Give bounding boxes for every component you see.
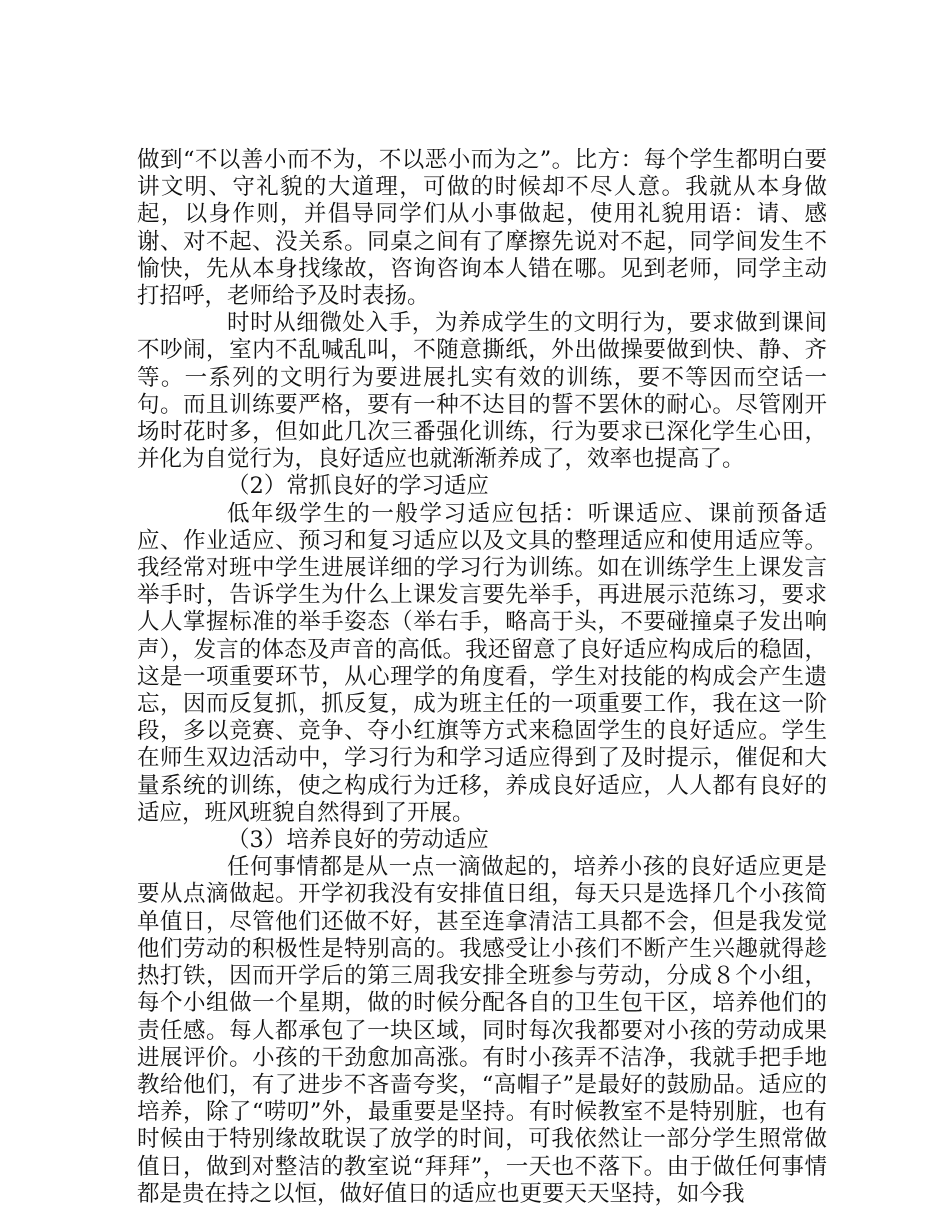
document-body — [137, 147, 827, 1208]
section-heading-2: （2）常抓良好的学习适应 — [227, 473, 489, 500]
paragraph-4: 任何事情都是从一点一滴做起的，培养小孩的良好适应更是要从点滴做起。开学初我没有安排值日组，每天只是选择几个小孩简单值日，尽管他们还做不好，甚至连拿清洁工具都不会，但是我发觉他们劳动的积极性是特别高的。我感受让小孩们不断产生兴趣就得趁热打铁，因而开学后的第三周我安排全班参与劳动，分成８个小组，每个小组做一个星期，做的时候分配各自的卫生包干区，培养他们的责任感。每人都承包了一块区域，同时每次我都要对小孩的劳动成果进展评价。小孩的干劲愈加高涨。有时小孩弄不洁净，我就手把手地教给他们，有了进步不吝啬夸奖，“高帽子”是最好的鼓励品。适应的培养，除了“唠叨”外，最重要是坚持。有时候教室不是特别脏，也有时候由于特别缘故耽误了放学的时间，可我依然让一部分学生照常做值日，做到对整洁的教室说“拜拜”，一天也不落下。由于做任何事情都是贵在持之以恒，做好值日的适应也更要天天坚持，如今我 — [137, 854, 827, 1207]
paragraph-3: 低年级学生的一般学习适应包括：听课适应、课前预备适应、作业适应、预习和复习适应以及文具的整理适应和使用适应等。我经常对班中学生进展详细的学习行为训练。如在训练学生上课发言举手时，告诉学生为什么上课发言要先举手，再进展示范练习，要求人人掌握标准的举手姿态（举右手，略高于头，不要碰撞桌子发出响声），发言的体态及声音的高低。我还留意了良好适应构成后的稳固，这是一项重要环节，从心理学的角度看，学生对技能的构成会产生遗忘，因而反复抓，抓反复，成为班主任的一项重要工作，我在这一阶段，多以竞赛、竞争、夺小红旗等方式来稳固学生的良好适应。学生在师生双边活动中，学习行为和学习适应得到了及时提示，催促和大量系统的训练，使之构成行为迁移，养成良好适应，人人都有良好的适应，班风班貌自然得到了开展。 — [137, 500, 827, 826]
section-heading-3: （3）培养良好的劳动适应 — [227, 827, 489, 854]
paragraph-2: 时时从细微处入手，为养成学生的文明行为，要求做到课间不吵闹，室内不乱喊乱叫，不随意撕纸，外出做操要做到快、静、齐等。一系列的文明行为要进展扎实有效的训练，要不等因而空话一句。而且训练要严格，要有一种不达目的誓不罢休的耐心。尽管刚开场时花时多，但如此几次三番强化训练，行为要求已深化学生心田，并化为自觉行为，良好适应也就渐渐养成了，效率也提高了。 — [137, 310, 827, 473]
paragraph-1: 做到“不以善小而不为，不以恶小而为之”。比方：每个学生都明白要讲文明、守礼貌的大道理，可做的时候却不尽人意。我就从本身做起，以身作则，并倡导同学们从小事做起，使用礼貌用语：请、感谢、对不起、没关系。同桌之间有了摩擦先说对不起，同学间发生不愉快，先从本身找缘故，咨询咨询本人错在哪。见到老师，同学主动打招呼，老师给予及时表扬。 — [137, 147, 827, 310]
